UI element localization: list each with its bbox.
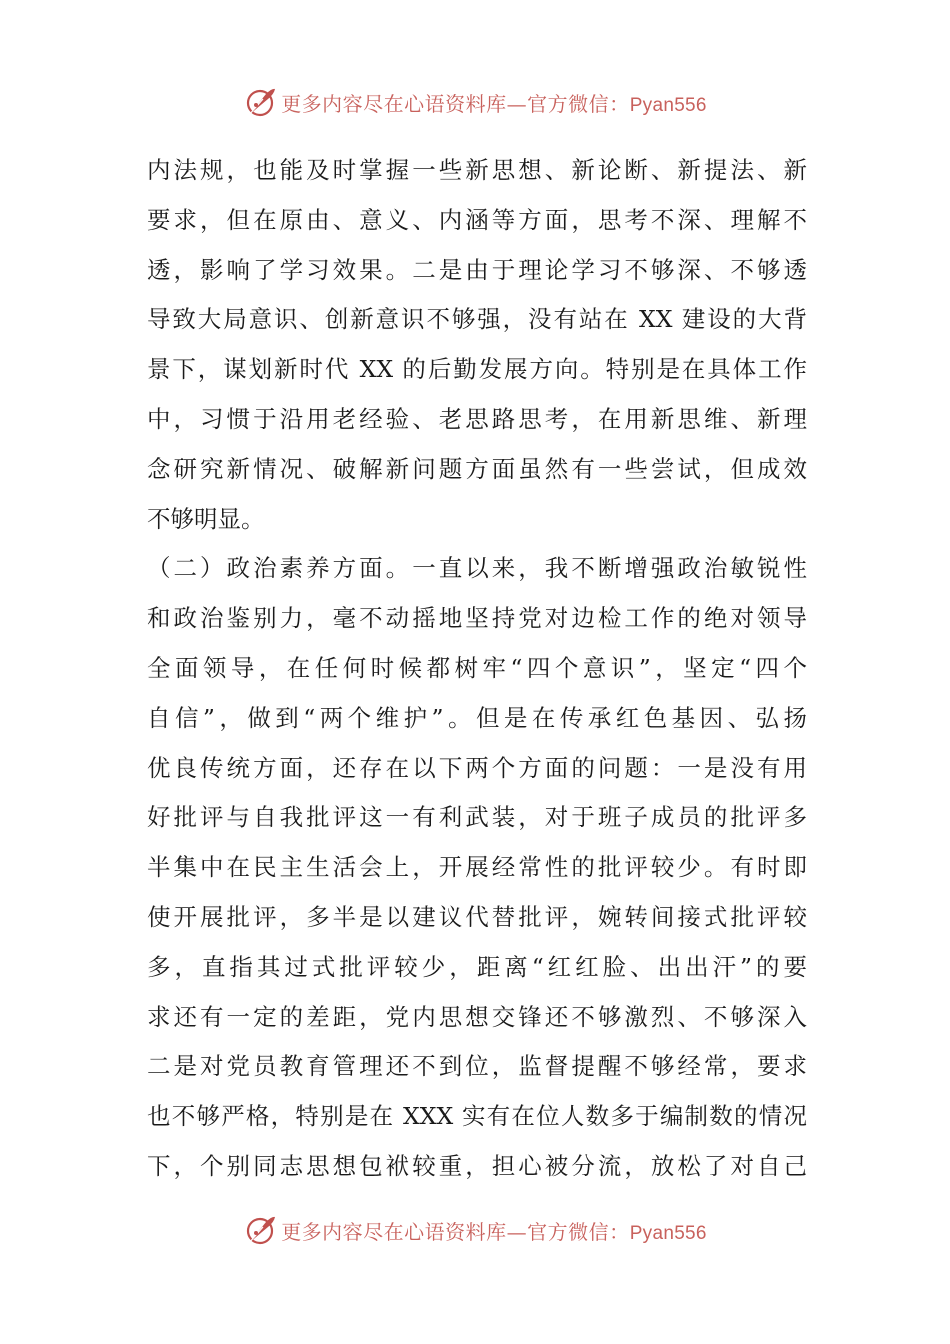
banner-text <box>281 1216 707 1245</box>
banner-label: 更多内容尽在心语资料库—官方微信： <box>281 1219 630 1244</box>
body-line: 使开展批评，多半是以建议代替批评，婉转间接式批评较 <box>147 902 807 931</box>
body-line: 自信”，做到“两个维护”。但是在传承红色基因、弘扬 <box>147 703 807 732</box>
wechat-id: Pyan556 <box>629 94 707 116</box>
body-line: 半集中在民主生活会上，开展经常性的批评较少。有时即 <box>147 853 807 882</box>
body-line: 要求，但在原由、意义、内涵等方面，思考不深、理解不 <box>147 205 807 234</box>
banner-text <box>281 88 707 117</box>
body-line: 求还有一定的差距，党内思想交锋还不够激烈、不够深入 <box>147 1002 807 1031</box>
body-line: 下，个别同志思想包袱较重，担心被分流，放松了对自己 <box>147 1151 807 1180</box>
body-line: 多，直指其过式批评较少，距离“红红脸、出出汗”的要 <box>147 952 807 981</box>
document-body <box>147 146 807 1192</box>
body-line: （二）政治素养方面。一直以来，我不断增强政治敏锐性 <box>147 554 807 583</box>
body-line: 透，影响了学习效果。二是由于理论学习不够深、不够透 <box>147 255 807 284</box>
body-line: 也不够严格，特别是在 XXX 实有在位人数多于编制数的情况 <box>147 1102 807 1131</box>
body-line: 和政治鉴别力，毫不动摇地坚持党对边检工作的绝对领导 <box>147 604 807 633</box>
quill-pen-logo-icon <box>243 85 277 119</box>
body-line: 导致大局意识、创新意识不够强，没有站在 XX 建设的大背 <box>147 305 807 334</box>
header-banner <box>0 82 950 122</box>
banner-label: 更多内容尽在心语资料库—官方微信： <box>281 91 630 116</box>
body-line: 二是对党员教育管理还不到位，监督提醒不够经常，要求 <box>147 1052 807 1081</box>
body-line: 好批评与自我批评这一有利武装，对于班子成员的批评多 <box>147 803 807 832</box>
body-line: 优良传统方面，还存在以下两个方面的问题：一是没有用 <box>147 753 807 782</box>
body-line: 念研究新情况、破解新问题方面虽然有一些尝试，但成效 <box>147 454 807 483</box>
body-line: 全面领导，在任何时候都树牢“四个意识”，坚定“四个 <box>147 653 807 682</box>
wechat-id: Pyan556 <box>629 1222 707 1244</box>
body-line: 景下，谋划新时代 XX 的后勤发展方向。特别是在具体工作 <box>147 355 807 384</box>
footer-banner <box>0 1210 950 1250</box>
body-line: 内法规，也能及时掌握一些新思想、新论断、新提法、新 <box>147 156 807 184</box>
body-line: 中，习惯于沿用老经验、老思路思考，在用新思维、新理 <box>147 404 807 433</box>
quill-pen-logo-icon <box>243 1213 277 1247</box>
body-line: 不够明显。 <box>147 504 265 533</box>
